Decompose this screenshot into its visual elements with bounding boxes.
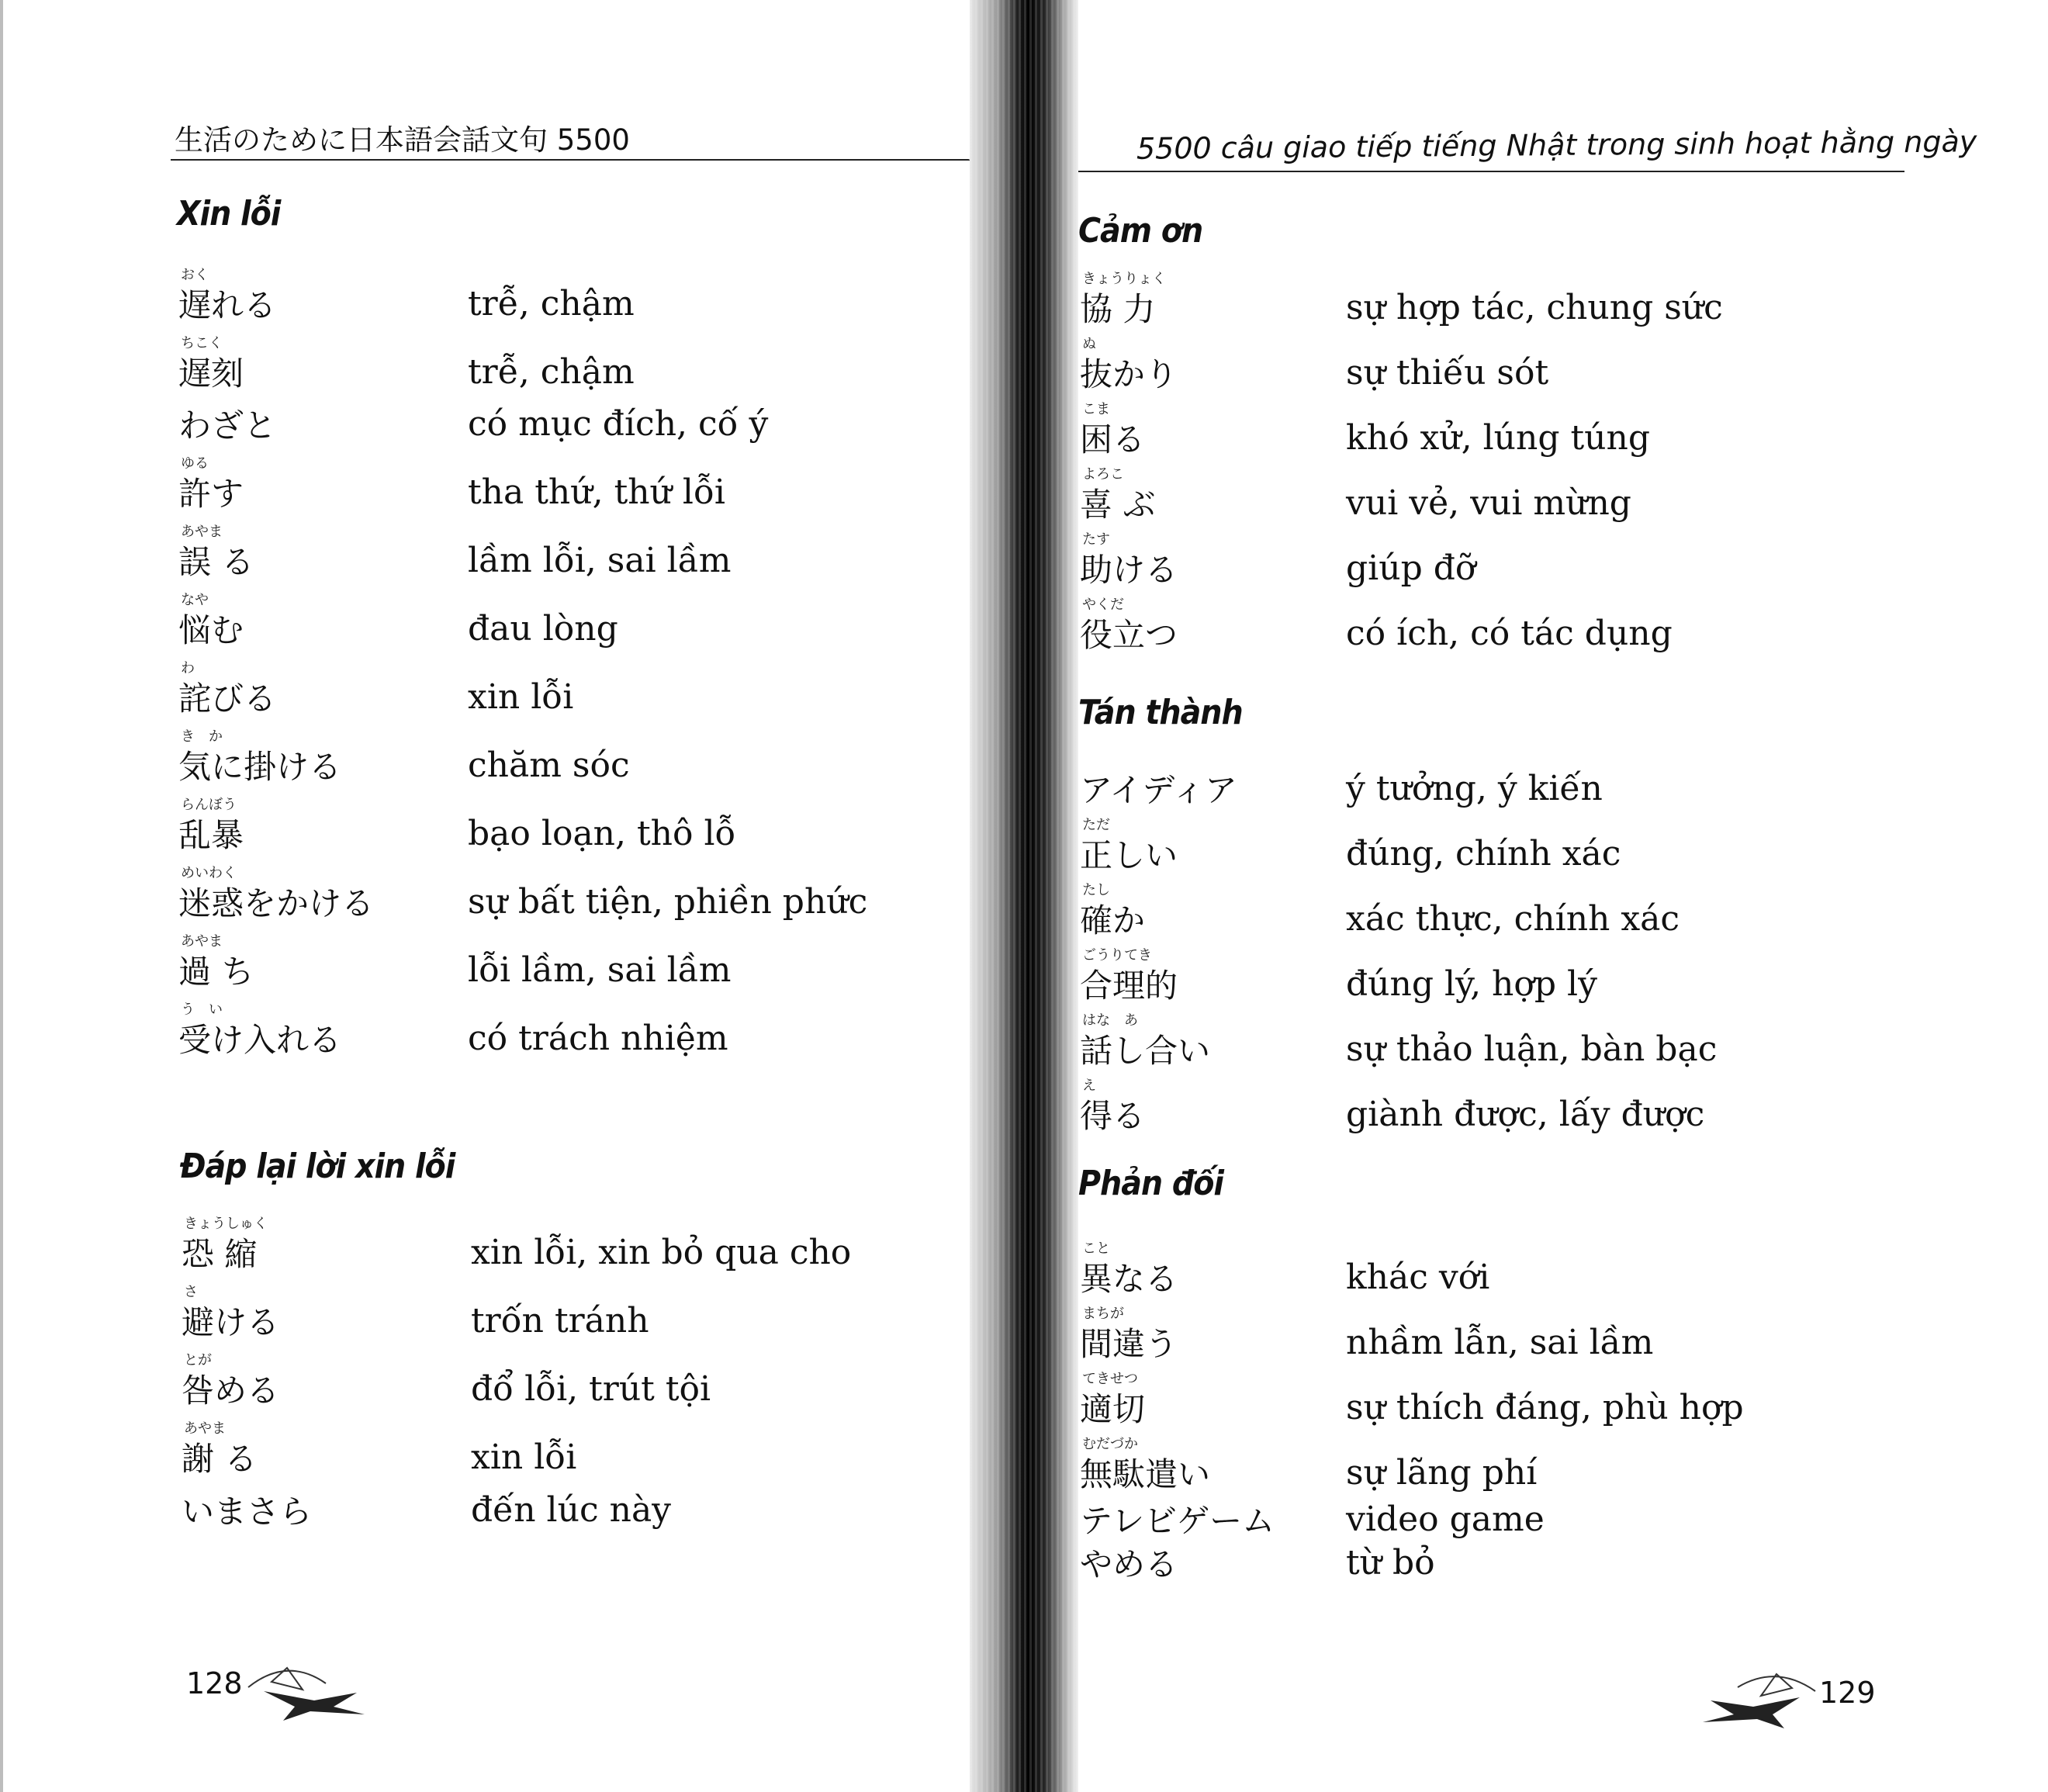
vietnamese-meaning: trễ, chậm xyxy=(468,284,635,323)
furigana: ゆる xyxy=(181,455,209,472)
section-title-cam-on: Cảm ơn xyxy=(1078,211,1203,251)
vietnamese-meaning: trễ, chậm xyxy=(468,352,635,392)
furigana: さ xyxy=(184,1284,198,1300)
furigana: ちこく xyxy=(181,335,223,351)
section-title-tan-thanh: Tán thành xyxy=(1078,693,1243,732)
furigana: とが xyxy=(184,1352,212,1368)
vietnamese-meaning: đau lòng xyxy=(468,609,618,649)
japanese-term: 抜かり xyxy=(1080,355,1178,393)
right-page-header: 5500 câu giao tiếp tiếng Nhật trong sinh hoạt hằng ngày xyxy=(1136,124,1977,166)
vietnamese-meaning: ý tưởng, ý kiến xyxy=(1346,769,1603,808)
japanese-term: 協 力 xyxy=(1080,290,1156,328)
furigana: あやま xyxy=(181,933,223,950)
japanese-term: 気に掛ける xyxy=(178,748,342,786)
vietnamese-meaning: có mục đích, cố ý xyxy=(468,404,769,444)
vietnamese-meaning: sự bất tiện, phiền phức xyxy=(468,882,868,922)
japanese-term: 異なる xyxy=(1080,1260,1178,1298)
vietnamese-meaning: có trách nhiệm xyxy=(468,1019,728,1058)
vietnamese-meaning: lỗi lầm, sai lầm xyxy=(468,950,732,990)
furigana: こま xyxy=(1082,401,1110,417)
japanese-term: アイディア xyxy=(1080,771,1237,809)
vietnamese-meaning: sự hợp tác, chung sức xyxy=(1346,288,1723,327)
left-page-header: 生活のために日本語会話文句 5500 xyxy=(175,123,630,157)
japanese-term: 受け入れる xyxy=(178,1021,342,1059)
furigana: はな あ xyxy=(1082,1012,1138,1029)
vietnamese-meaning: trốn tránh xyxy=(471,1301,649,1341)
section-title-phan-doi: Phản đối xyxy=(1078,1164,1223,1203)
furigana: むだづか xyxy=(1082,1436,1138,1452)
japanese-term: 役立つ xyxy=(1080,616,1178,654)
japanese-term: 悩む xyxy=(178,611,244,649)
japanese-term: わざと xyxy=(178,406,277,445)
vietnamese-meaning: sự lãng phí xyxy=(1346,1453,1538,1493)
japanese-term: いまさら xyxy=(182,1493,313,1531)
section-title-xin-loi: Xin lỗi xyxy=(177,194,281,234)
vietnamese-meaning: sự thiếu sót xyxy=(1346,353,1549,393)
vietnamese-meaning: có ích, có tác dụng xyxy=(1346,614,1673,653)
vietnamese-meaning: xin lỗi xyxy=(471,1437,577,1477)
vietnamese-meaning: sự thảo luận, bàn bạc xyxy=(1346,1029,1718,1069)
furigana: てきせつ xyxy=(1082,1371,1138,1387)
furigana: あやま xyxy=(184,1420,226,1437)
vietnamese-meaning: sự thích đáng, phù hợp xyxy=(1346,1388,1744,1427)
bird-ornament-icon xyxy=(240,1652,372,1722)
vietnamese-meaning: xin lỗi, xin bỏ qua cho xyxy=(471,1233,852,1272)
furigana: きょうりょく xyxy=(1082,271,1166,287)
japanese-term: 得る xyxy=(1080,1097,1146,1135)
japanese-term: 詫びる xyxy=(178,680,277,718)
japanese-term: 喜 ぶ xyxy=(1080,486,1156,524)
left-header-rule xyxy=(171,159,970,161)
vietnamese-meaning: chăm sóc xyxy=(468,746,630,785)
vietnamese-meaning: vui vẻ, vui mừng xyxy=(1346,483,1631,523)
japanese-term: 助ける xyxy=(1080,551,1178,589)
section-title-dap-lai-loi-xin-loi: Đáp lại lời xin lỗi xyxy=(180,1147,455,1186)
japanese-term: 乱暴 xyxy=(178,816,244,854)
furigana: ぬ xyxy=(1082,336,1096,352)
page-number-right: 129 xyxy=(1819,1676,1876,1710)
furigana: なや xyxy=(181,592,209,608)
japanese-term: テレビゲーム xyxy=(1080,1502,1275,1540)
furigana: う い xyxy=(181,1002,223,1018)
japanese-term: 咎める xyxy=(182,1372,280,1410)
furigana: き か xyxy=(181,728,223,745)
vietnamese-meaning: giúp đỡ xyxy=(1346,548,1476,588)
vietnamese-meaning: xin lỗi xyxy=(468,677,574,717)
japanese-term: 無駄遣い xyxy=(1080,1455,1211,1493)
right-page xyxy=(1078,0,2048,1792)
furigana: やくだ xyxy=(1082,597,1124,613)
japanese-term: 合理的 xyxy=(1080,967,1178,1005)
japanese-term: 正しい xyxy=(1080,836,1178,874)
japanese-term: やめる xyxy=(1080,1545,1178,1583)
japanese-term: 過 ち xyxy=(178,953,254,991)
japanese-term: 恐 縮 xyxy=(182,1235,258,1273)
vietnamese-meaning: đúng lý, hợp lý xyxy=(1346,964,1597,1004)
furigana: ただ xyxy=(1082,817,1110,833)
vietnamese-meaning: khó xử, lúng túng xyxy=(1346,418,1651,458)
furigana: こと xyxy=(1082,1240,1110,1257)
vietnamese-meaning: đến lúc này xyxy=(471,1490,672,1530)
furigana: ごうりてき xyxy=(1082,947,1152,963)
furigana: きょうしゅく xyxy=(184,1216,268,1232)
furigana: わ xyxy=(181,660,195,676)
japanese-term: 間違う xyxy=(1080,1325,1178,1363)
japanese-term: 話し合い xyxy=(1080,1032,1211,1070)
japanese-term: 遅刻 xyxy=(178,355,244,393)
furigana: あやま xyxy=(181,524,223,540)
japanese-term: 確か xyxy=(1080,901,1146,939)
vietnamese-meaning: từ bỏ xyxy=(1346,1543,1435,1583)
vietnamese-meaning: video game xyxy=(1346,1500,1545,1539)
japanese-term: 適切 xyxy=(1080,1390,1146,1428)
furigana: え xyxy=(1082,1078,1096,1094)
vietnamese-meaning: đổ lỗi, trút tội xyxy=(471,1369,711,1409)
vietnamese-meaning: xác thực, chính xác xyxy=(1346,899,1680,939)
vietnamese-meaning: bạo loạn, thô lỗ xyxy=(468,814,736,853)
japanese-term: 避ける xyxy=(182,1303,280,1341)
vietnamese-meaning: khác với xyxy=(1346,1258,1490,1297)
bird-ornament-icon xyxy=(1699,1660,1823,1730)
furigana: よろこ xyxy=(1082,466,1124,483)
page-number-left: 128 xyxy=(186,1666,243,1700)
left-page xyxy=(0,0,970,1792)
furigana: おく xyxy=(181,267,209,283)
japanese-term: 謝 る xyxy=(182,1440,258,1478)
japanese-term: 困る xyxy=(1080,420,1146,458)
furigana: まちが xyxy=(1082,1306,1124,1322)
vietnamese-meaning: lầm lỗi, sai lầm xyxy=(468,541,732,580)
vietnamese-meaning: tha thứ, thứ lỗi xyxy=(468,472,725,512)
right-header-rule xyxy=(1078,171,1904,172)
japanese-term: 遅れる xyxy=(178,286,277,324)
japanese-term: 許す xyxy=(178,475,244,513)
japanese-term: 迷惑をかける xyxy=(178,884,375,922)
book-spine-shadow xyxy=(970,0,1078,1792)
vietnamese-meaning: đúng, chính xác xyxy=(1346,834,1621,874)
japanese-term: 誤 る xyxy=(178,543,254,581)
furigana: らんぼう xyxy=(181,797,237,813)
furigana: たす xyxy=(1082,531,1110,548)
vietnamese-meaning: nhầm lẫn, sai lầm xyxy=(1346,1323,1654,1362)
furigana: たし xyxy=(1082,882,1110,898)
furigana: めいわく xyxy=(181,865,237,881)
vietnamese-meaning: giành được, lấy được xyxy=(1346,1095,1705,1134)
